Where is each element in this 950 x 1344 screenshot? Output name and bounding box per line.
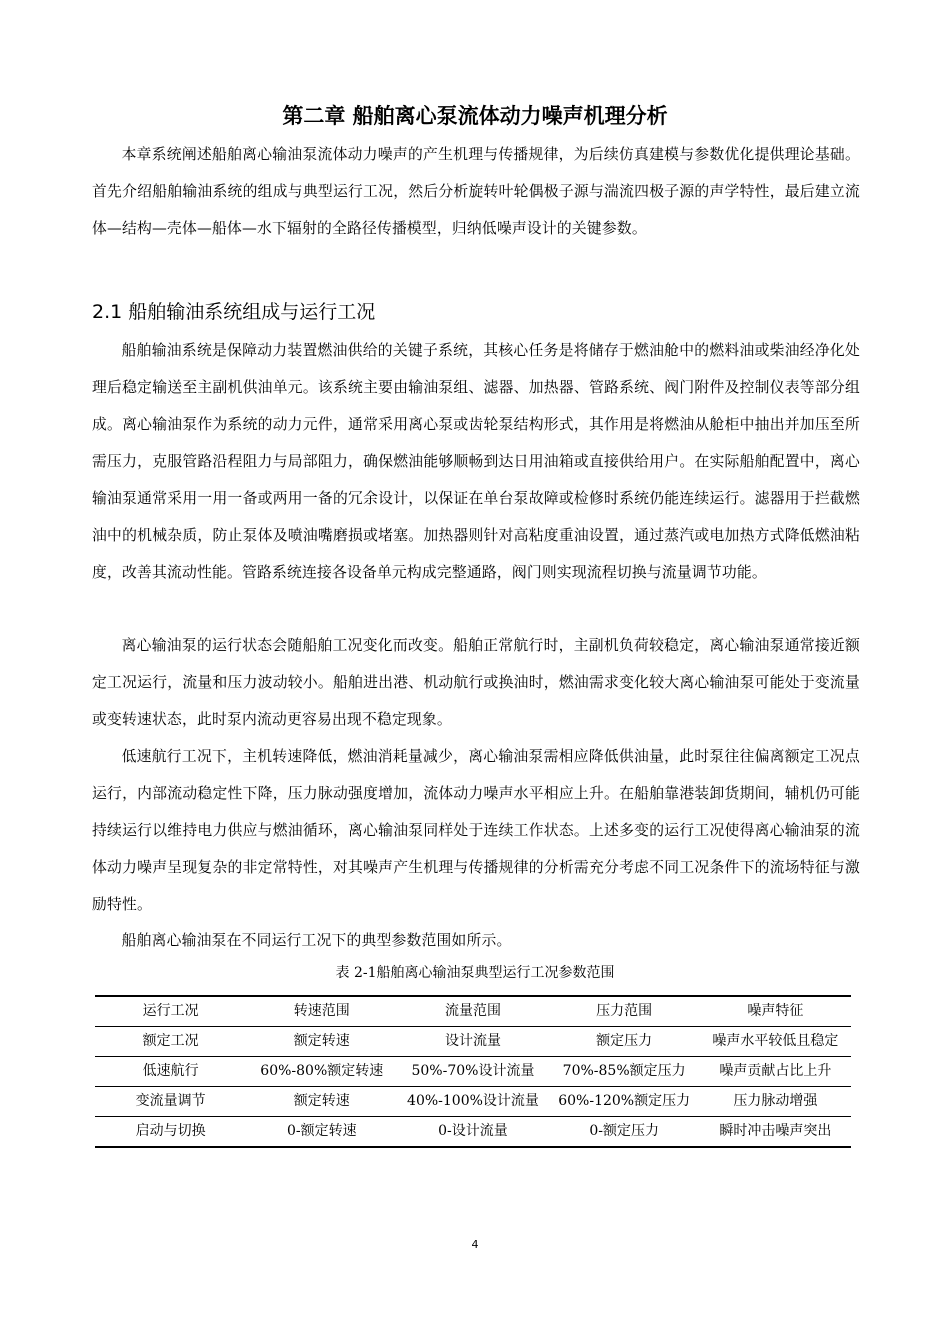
table-cell: 压力脉动增强 xyxy=(700,1087,851,1117)
table-cell: 0-额定转速 xyxy=(246,1117,397,1148)
table-header-row xyxy=(95,996,851,1027)
table-cell: 额定工况 xyxy=(95,1027,246,1057)
intro-paragraph: 本章系统阐述船舶离心输油泵流体动力噪声的产生机理与传播规律，为后续仿真建模与参数优化提供理论基础。首先介绍船舶输油系统的组成与典型运行工况，然后分析旋转叶轮偶极子源与湍流四极子源的声学特性，最后建立流体—结构—壳体—船体—水下辐射的全路径传播模型，归纳低噪声设计的关键参数。 xyxy=(92,146,860,237)
chapter-title: 第二章 船舶离心泵流体动力噪声机理分析 xyxy=(282,104,668,128)
header-cell: 噪声特征 xyxy=(700,996,851,1027)
header-cell: 流量范围 xyxy=(397,996,548,1027)
table-cell: 60%-80%额定转速 xyxy=(246,1057,397,1087)
table-cell: 50%-70%设计流量 xyxy=(397,1057,548,1087)
table-row xyxy=(95,1087,851,1117)
paragraph-table-reference: 船舶离心输油泵在不同运行工况下的典型参数范围如所示。 xyxy=(121,932,512,949)
table-cell: 额定转速 xyxy=(246,1087,397,1117)
page-number: 4 xyxy=(471,1238,479,1251)
table-cell: 0-设计流量 xyxy=(397,1117,548,1148)
paragraph-low-speed: 低速航行工况下，主机转速降低，燃油消耗量减少，离心输油泵需相应降低供油量，此时泵往往偏离额定工况点运行，内部流动稳定性下降，压力脉动强度增加，流体动力噪声水平相应上升。在船舶靠港装卸货期间，辅机仍可能持续运行以维持电力供应与燃油循环，离心输油泵同样处于连续工作状态。上述多变的运行工况使得离心输油泵的流体动力噪声呈现复杂的非定常特性，对其噪声产生机理与传播规律的分析需充分考虑不同工况条件下的流场特征与激励特性。 xyxy=(92,748,860,913)
table-cell: 启动与切换 xyxy=(95,1117,246,1148)
table-cell: 噪声水平较低且稳定 xyxy=(700,1027,851,1057)
paragraph-system-composition: 船舶输油系统是保障动力装置燃油供给的关键子系统，其核心任务是将储存于燃油舱中的燃料油或柴油经净化处理后稳定输送至主副机供油单元。该系统主要由输油泵组、滤器、加热器、管路系统、阀门附件及控制仪表等部分组成。离心输油泵作为系统的动力元件，通常采用离心泵或齿轮泵结构形式，其作用是将燃油从舱柜中抽出并加压至所需压力，克服管路沿程阻力与局部阻力，确保燃油能够顺畅到达日用油箱或直接供给用户。在实际船舶配置中，离心输油泵通常采用一用一备或两用一备的冗余设计，以保证在单台泵故障或检修时系统仍能连续运行。滤器用于拦截燃油中的机械杂质，防止泵体及喷油嘴磨损或堵塞。加热器则针对高粘度重油设置，通过蒸汽或电加热方式降低燃油粘度，改善其流动性能。管路系统连接各设备单元构成完整通路，阀门则实现流程切换与流量调节功能。 xyxy=(92,342,860,581)
table-cell: 低速航行 xyxy=(95,1057,246,1087)
table-cell: 额定转速 xyxy=(246,1027,397,1057)
table-cell: 额定压力 xyxy=(549,1027,700,1057)
operating-parameters-table xyxy=(95,995,851,1148)
header-cell: 转速范围 xyxy=(246,996,397,1027)
section-heading: 2.1 船舶输油系统组成与运行工况 xyxy=(92,301,376,323)
table-cell: 变流量调节 xyxy=(95,1087,246,1117)
table-caption: 表 2-1船舶离心输油泵典型运行工况参数范围 xyxy=(335,965,615,981)
table-cell: 0-额定压力 xyxy=(549,1117,700,1148)
table-cell: 70%-85%额定压力 xyxy=(549,1057,700,1087)
table-cell: 60%-120%额定压力 xyxy=(549,1087,700,1117)
paragraph-operating-state: 离心输油泵的运行状态会随船舶工况变化而改变。船舶正常航行时，主副机负荷较稳定，离心输油泵通常接近额定工况运行，流量和压力波动较小。船舶进出港、机动航行或换油时，燃油需求变化较大离心输油泵可能处于变流量或变转速状态，此时泵内流动更容易出现不稳定现象。 xyxy=(92,637,860,728)
table-row xyxy=(95,1117,851,1148)
table-cell: 40%-100%设计流量 xyxy=(397,1087,548,1117)
table-row xyxy=(95,1057,851,1087)
header-cell: 运行工况 xyxy=(95,996,246,1027)
table-row xyxy=(95,1027,851,1057)
table-cell: 设计流量 xyxy=(397,1027,548,1057)
table-cell: 瞬时冲击噪声突出 xyxy=(700,1117,851,1148)
header-cell: 压力范围 xyxy=(549,996,700,1027)
table-cell: 噪声贡献占比上升 xyxy=(700,1057,851,1087)
